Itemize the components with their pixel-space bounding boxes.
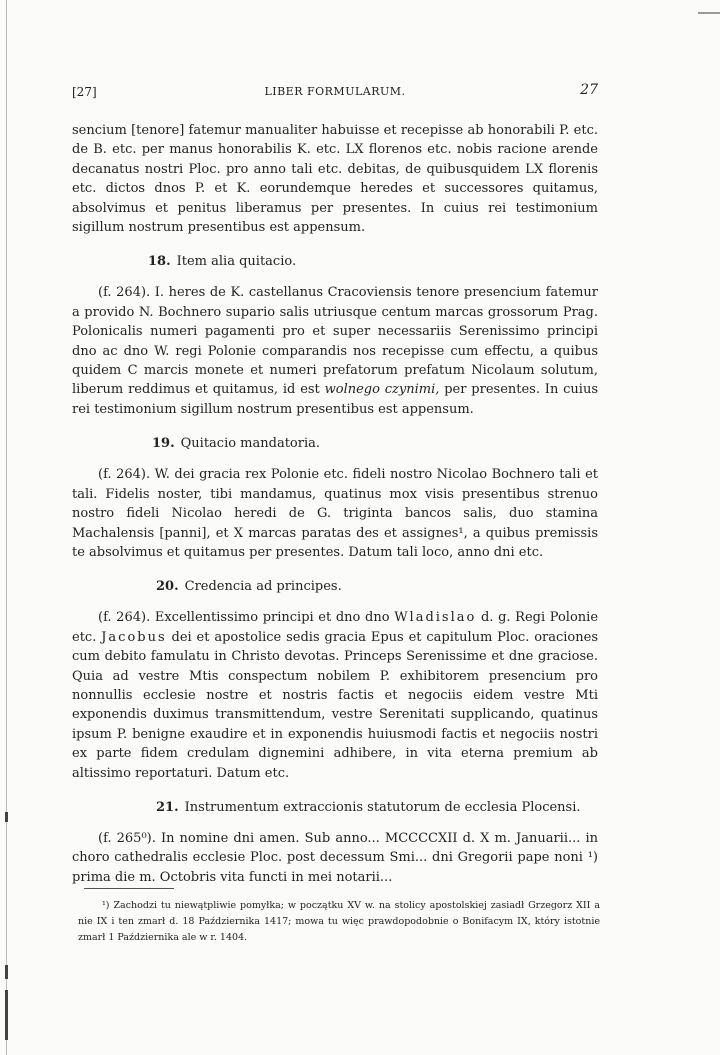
section-20-text-a: (f. 264). Excellentissimo principi et dno dno	[98, 610, 395, 626]
section-title: Item alia quitacio.	[176, 254, 297, 270]
section-title: Quitacio mandatoria.	[180, 436, 321, 452]
section-number: 20.	[156, 579, 179, 595]
section-20-name-wladislao: Wladislao	[394, 610, 477, 626]
opening-paragraph: sencium [tenore] fatemur manualiter habuisse et recepisse ab honorabili P. etc. de B. etc. per manus honorabilis K. etc. LX florenos etc. nobis racione arende decanatus nostri Ploc. pro anno tali etc. debitas, de quibusquidem LX florenis etc. dictos dnos P. et K. eorundemque heredes et successores quitamus, absolvimus et penitus liberamus per presentes. In cuius rei testimonium sigillum nostrum presentibus est appensum.	[72, 123, 598, 236]
section-20-text-c: dei et apostolice sedis gracia Epus et capitulum Ploc. oraciones cum debito famulatu in Christo devotas. Princeps Serenissime et dne graciose. Quia ad vestre Mtis conspectum nobilem P. exhibitorem presencium pro nonnullis ecclesie nostre et nostris factis et negociis eidem vestre Mti exponendis duximus transmittendum, vestre Serenitati supplicando, quatinus ipsum P. benigne exaudire et in exponendis huiusmodi factis et negociis nostri ex parte fidem credulam dignemini adhibere, in vita eterna premium ab altissimo reportaturi. Datum etc.	[72, 629, 598, 781]
main-text	[72, 121, 598, 887]
section-20-heading	[72, 577, 598, 596]
footnote-rule	[84, 888, 174, 889]
section-18-heading	[72, 252, 598, 271]
page-edge-line	[6, 0, 7, 1055]
footnote-1: ¹) Zachodzi tu niewątpliwie pomyłka; w początku XV w. na stolicy apostolskiej zasiadł Grzegorz XII a nie IX i ten zmarł d. 18 Października 1417; mowa tu więc prawdopodobnie o Bonifacym IX, który istotnie zmarł 1 Października ale w r. 1404.	[78, 900, 600, 943]
section-number: 19.	[152, 436, 175, 452]
corner-mark	[698, 0, 720, 14]
section-20-body	[72, 608, 598, 783]
section-18-body	[72, 283, 598, 419]
header-left-number: [27]	[72, 85, 97, 99]
footnotes	[78, 898, 600, 946]
section-18-italic-phrase: wolnego czynimi,	[324, 382, 440, 398]
running-header	[72, 84, 598, 104]
section-number: 18.	[148, 254, 171, 270]
section-21-body: (f. 265⁰). In nomine dni amen. Sub anno... MCCCCXII d. X m. Januarii... in choro cathedralis ecclesie Ploc. post decessum Smi... dni Gregorii pape noni ¹) prima die m. Octobris vita functi in mei notarii...	[72, 830, 598, 885]
section-20-name-jacobus: Jacobus	[101, 629, 167, 645]
section-number: 21.	[156, 799, 179, 815]
section-title: Credencia ad principes.	[184, 579, 342, 595]
section-19-heading	[72, 434, 598, 453]
section-title: Instrumentum extraccionis statutorum de ecclesia Plocensi.	[184, 799, 581, 815]
section-21-heading	[72, 798, 598, 817]
section-18-text-a: (f. 264). I. heres de K. castellanus Cracoviensis tenore presencium fatemur a provido N. Bochnero supario salis utriusque centum marcas grossorum Prag. Polonicalis numeri pagamenti pro et super necessariis Serenissimo principi dno ac dno W. regi Polonie comparandis nos recepisse cum effectu, a quibus quidem C marcis monete et numeri prefatorum prefatum Nicolaum solutum, liberum reddimus et quitamus, id est	[72, 285, 598, 398]
section-18-text-b: per presentes. In cuius rei testimonium sigillum nostrum presentibus est appensum.	[72, 382, 598, 417]
section-20-text-b: d. g. Regi Polonie etc.	[72, 610, 599, 645]
header-title: LIBER FORMULARUM.	[264, 85, 406, 98]
section-19-body: (f. 264). W. dei gracia rex Polonie etc. fideli nostro Nicolao Bochnero tali et tali. Fidelis noster, tibi mandamus, quatinus mox visis presentibus strenuo nostro fideli Nicolao heredi de G. triginta bancos salis, duo stamina Machalensis [panni], et X marcas paratas des et assignes¹, a quibus premissis te absolvimus et quitamus per presentes. Datum tali loco, anno dni etc.	[72, 467, 598, 560]
page-number: 27	[580, 82, 598, 98]
